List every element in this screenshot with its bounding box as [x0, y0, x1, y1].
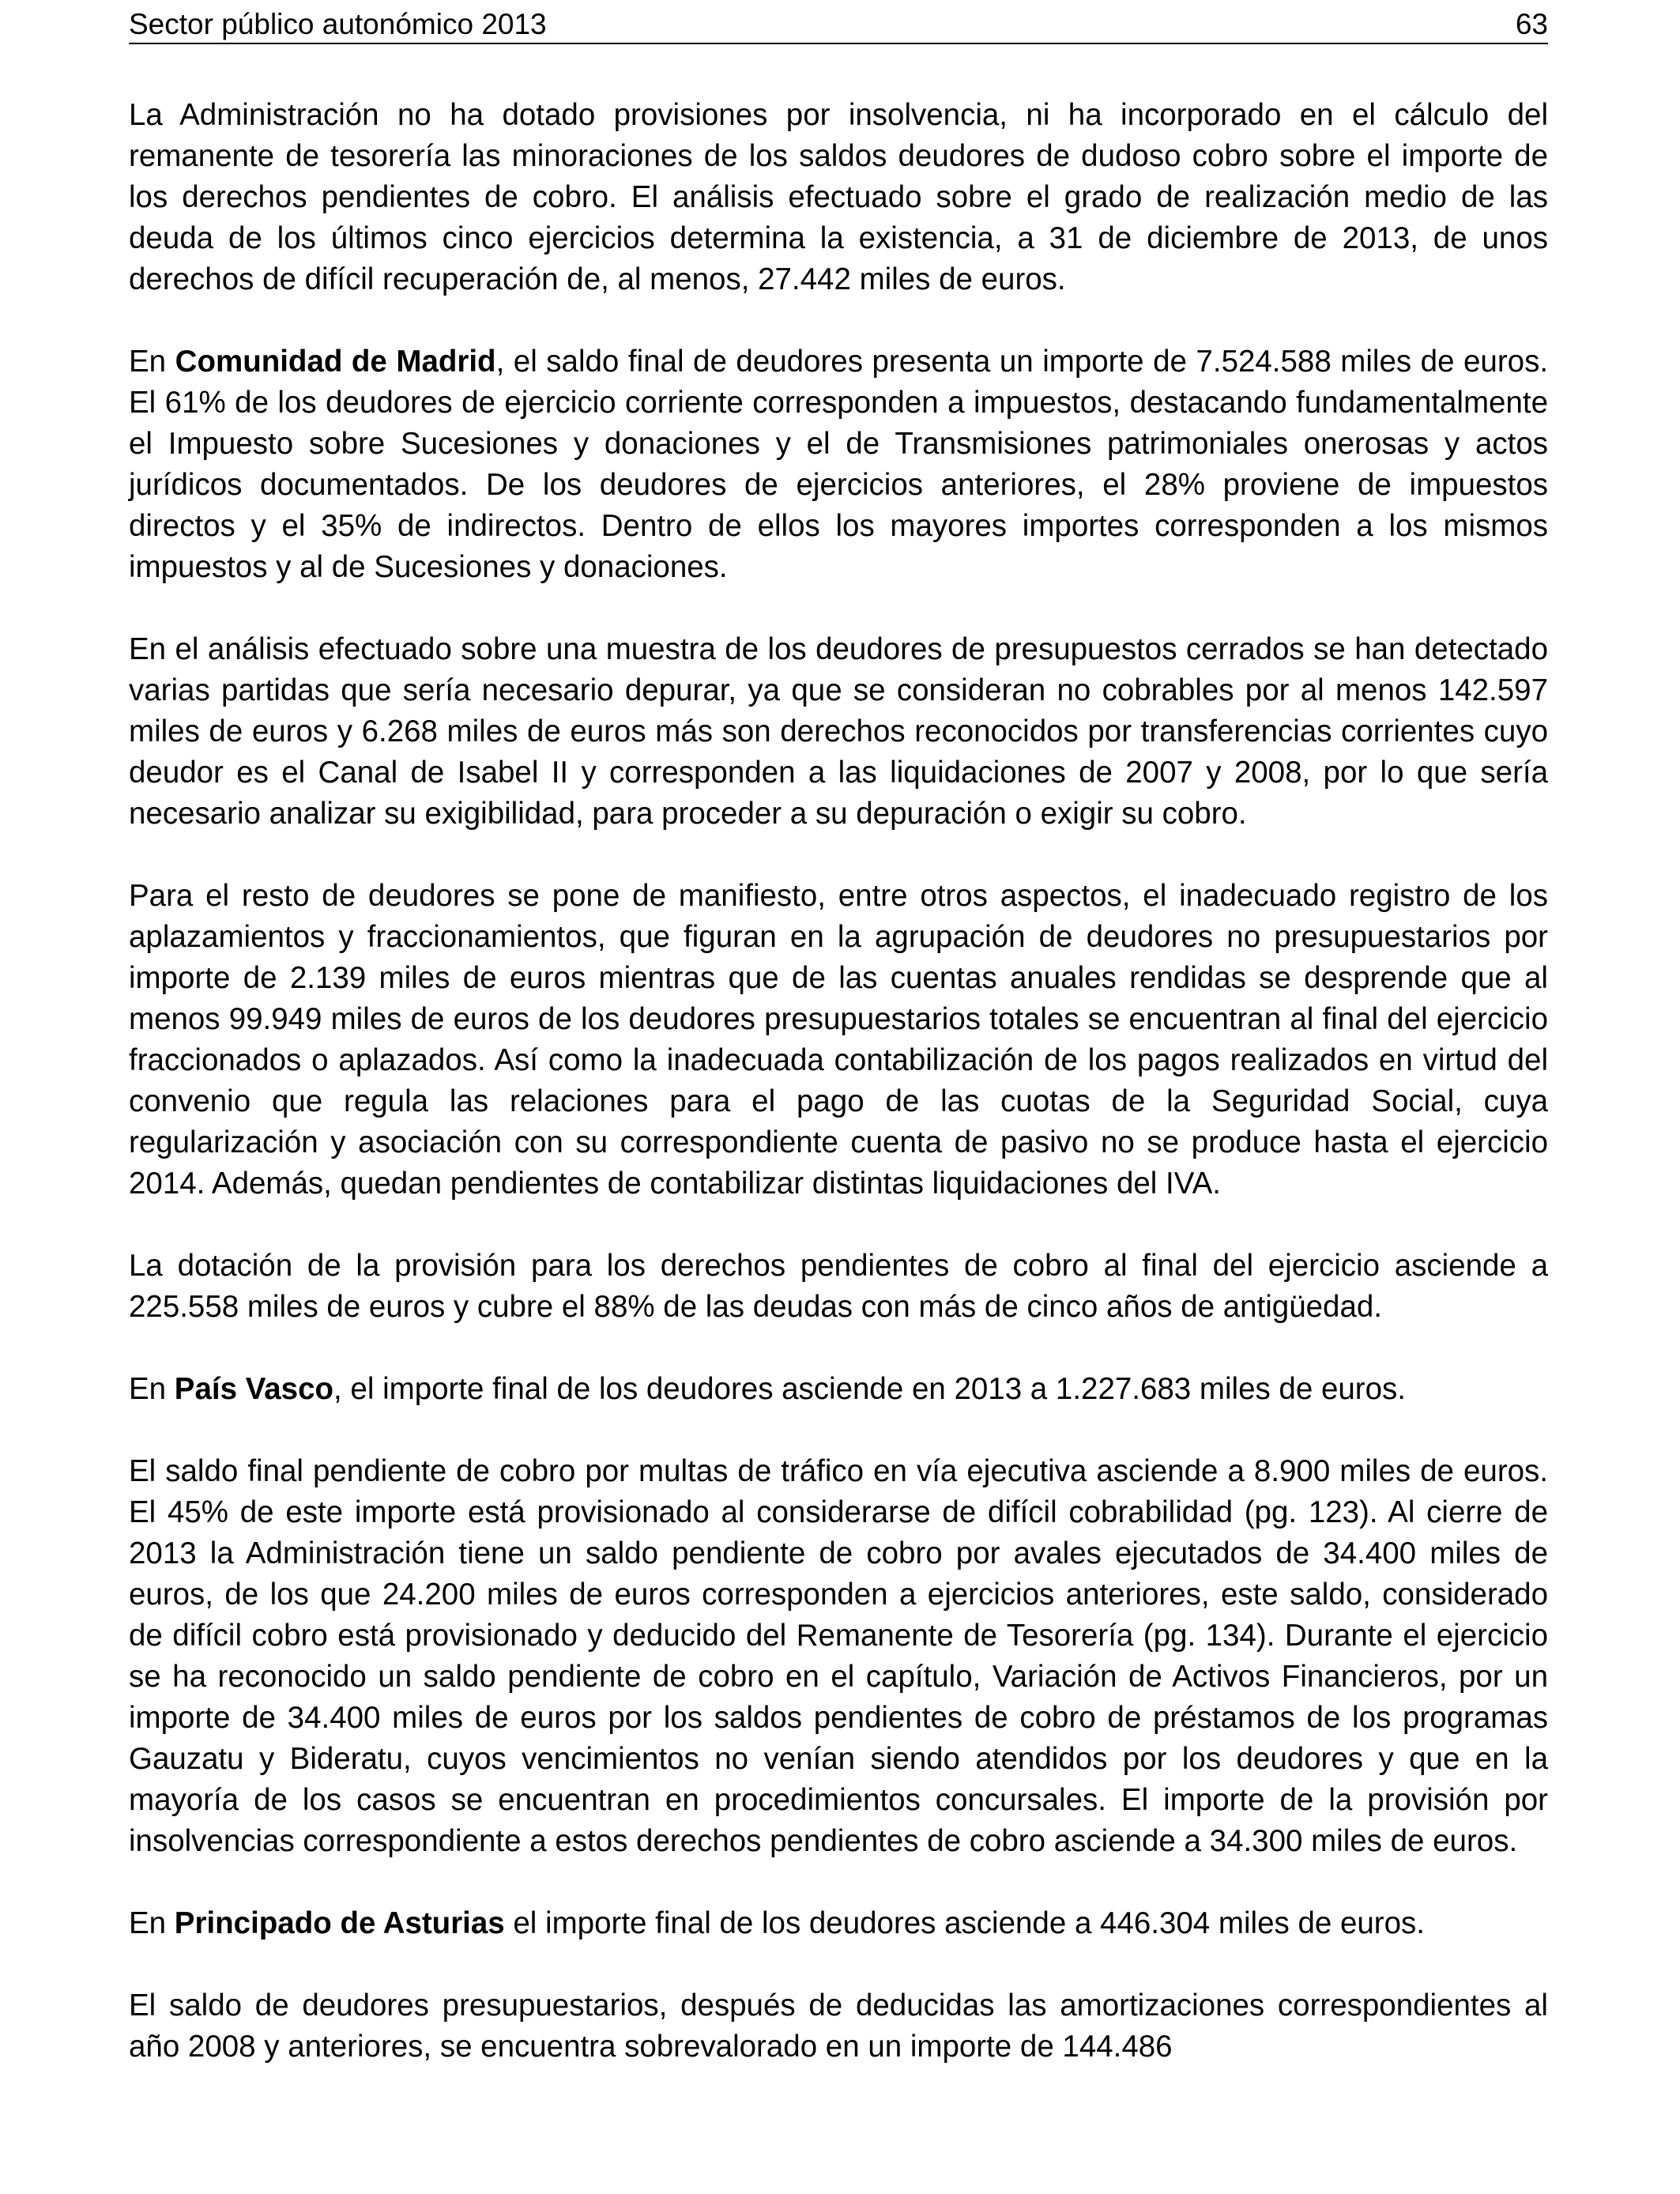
paragraph-asturias — [129, 1903, 1548, 1944]
paragraph-intro-provisions: La Administración no ha dotado provisiones por insolvencia, ni ha incorporado en el cálculo del remanente de tesorería las minoraciones de los saldos deudores de dudoso cobro sobre el importe de los derechos pendientes de cobro. El análisis efectuado sobre el grado de realización medio de las deuda de los últimos cinco ejercicios determina la existencia, a 31 de diciembre de 2013, de unos derechos de difícil recuperación de, al menos, 27.442 miles de euros. — [129, 98, 1548, 296]
paragraph-madrid — [129, 341, 1548, 588]
paragraph-text: , el saldo final de deudores presenta un importe de 7.524.588 miles de euros. El 61% de los deudores de ejercicio corriente corresponden a impuestos, destacando fundamentalmente el Impuesto sobre Sucesiones y donaciones y el de Transmisiones patrimoniales onerosas y actos jurídicos documentados. De los deudores de ejercicios anteriores, el 28% proviene de impuestos directos y el 35% de indirectos. Dentro de ellos los mayores importes corresponden a los mismos impuestos y al de Sucesiones y donaciones. — [129, 345, 1549, 584]
page-number: 63 — [1515, 8, 1548, 40]
page-header — [129, 6, 1548, 44]
paragraph-provision-allocation: La dotación de la provisión para los derechos pendientes de cobro al final del ejercicio asciende a 225.558 miles de euros y cubre el 88% de las deudas con más de cinco años de antigüedad. — [129, 1249, 1548, 1324]
paragraph-prefix: En — [129, 345, 175, 379]
region-name-madrid: Comunidad de Madrid — [175, 345, 496, 379]
paragraph-text: el importe final de los deudores asciende a 446.304 miles de euros. — [504, 1906, 1425, 1940]
document-body — [129, 95, 1548, 2068]
header-title: Sector público autonómico 2013 — [129, 8, 547, 40]
paragraph-traffic-fines: El saldo final pendiente de cobro por multas de tráfico en vía ejecutiva asciende a 8.900 miles de euros. El 45% de este importe está provisionado al considerarse de difícil cobrabilidad (pg. 123). Al cierre de 2013 la Administración tiene un saldo pendiente de cobro por avales ejecutados de 34.400 miles de euros, de los que 24.200 miles de euros corresponden a ejercicios anteriores, este saldo, considerado de difícil cobro está provisionado y deducido del Remanente de Tesorería (pg. 134). Durante el ejercicio se ha reconocido un saldo pendiente de cobro en el capítulo, Variación de Activos Financieros, por un importe de 34.400 miles de euros por los saldos pendientes de cobro de préstamos de los programas Gauzatu y Bideratu, cuyos vencimientos no venían siendo atendidos por los deudores y que en la mayoría de los casos se encuentran en procedimientos concursales. El importe de la provisión por insolvencias correspondiente a estos derechos pendientes de cobro asciende a 34.300 miles de euros. — [129, 1454, 1548, 1858]
region-name-asturias: Principado de Asturias — [174, 1906, 505, 1940]
paragraph-pais-vasco — [129, 1369, 1548, 1410]
paragraph-prefix: En — [129, 1906, 175, 1940]
paragraph-sample-analysis: En el análisis efectuado sobre una muestra de los deudores de presupuestos cerrados se han detectado varias partidas que sería necesario depurar, ya que se consideran no cobrables por al menos 142.597 miles de euros y 6.268 miles de euros más son derechos reconocidos por transferencias corrientes cuyo deudor es el Canal de Isabel II y corresponden a las liquidaciones de 2007 y 2008, por lo que sería necesario analizar su exigibilidad, para proceder a su depuración o exigir su cobro. — [129, 632, 1548, 831]
region-name-pais-vasco: País Vasco — [174, 1372, 334, 1406]
paragraph-prefix: En — [129, 1372, 175, 1406]
paragraph-other-debtors: Para el resto de deudores se pone de manifiesto, entre otros aspectos, el inadecuado registro de los aplazamientos y fraccionamientos, que figuran en la agrupación de deudores no presupuestarios por importe de 2.139 miles de euros mientras que de las cuentas anuales rendidas se desprende que al menos 99.949 miles de euros de los deudores presupuestarios totales se encuentran al final del ejercicio fraccionados o aplazados. Así como la inadecuada contabilización de los pagos realizados en virtud del convenio que regula las relaciones para el pago de las cuotas de la Seguridad Social, cuya regularización y asociación con su correspondiente cuenta de pasivo no se produce hasta el ejercicio 2014. Además, quedan pendientes de contabilizar distintas liquidaciones del IVA. — [129, 879, 1548, 1201]
paragraph-text: , el importe final de los deudores asciende en 2013 a 1.227.683 miles de euros. — [333, 1372, 1406, 1406]
paragraph-budget-debtors: El saldo de deudores presupuestarios, después de deducidas las amortizaciones correspondientes al año 2008 y anteriores, se encuentra sobrevalorado en un importe de 144.486 — [129, 1989, 1548, 2064]
